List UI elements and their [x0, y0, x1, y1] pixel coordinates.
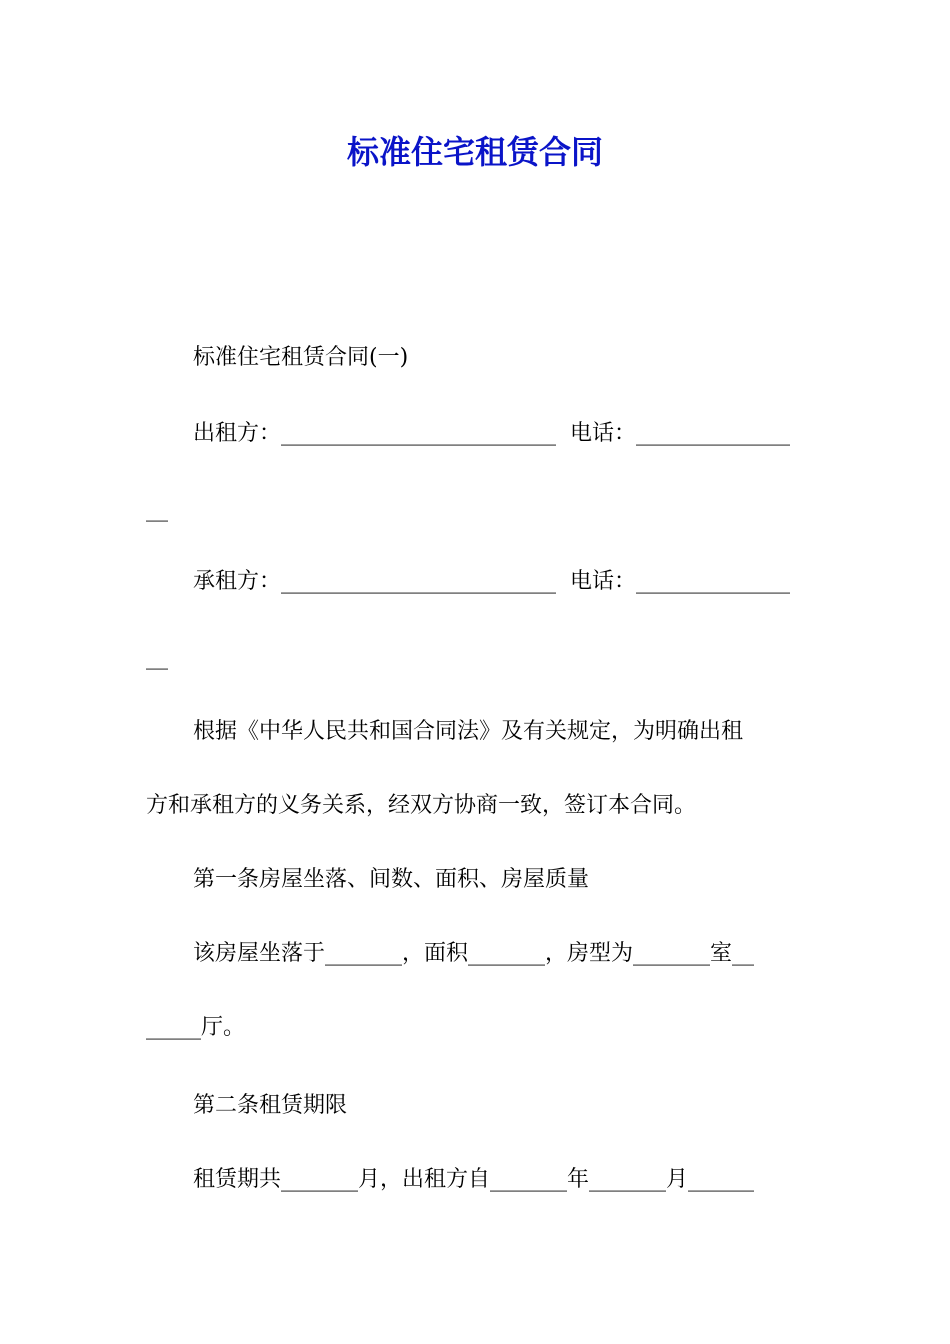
article-1-body-line-1: 该房屋坐落于_______，面积_______，房型为_______室__ — [193, 941, 755, 966]
article-2-body-line-1: 租赁期共_______月，出租方自_______年_______月______ — [193, 1167, 755, 1192]
lessee-line-continued: __ — [146, 645, 168, 670]
contract-subtitle: 标准住宅租赁合同(一) — [193, 345, 409, 370]
article-1-body-line-2: _____厅。 — [146, 1015, 246, 1040]
preamble-line-2: 方和承租方的义务关系，经双方协商一致，签订本合同。 — [146, 793, 697, 818]
lessor-line-continued: __ — [146, 497, 168, 522]
article-1-heading: 第一条房屋坐落、间数、面积、房屋质量 — [193, 867, 590, 892]
lessor-line: 出租方：_________________________ 电话：______________ — [193, 421, 790, 446]
lessee-line: 承租方：_________________________ 电话：______________ — [193, 569, 790, 594]
article-2-heading: 第二条租赁期限 — [193, 1093, 348, 1118]
preamble-line-1: 根据《中华人民共和国合同法》及有关规定，为明确出租 — [193, 719, 744, 744]
document-title: 标准住宅租赁合同 — [346, 133, 603, 171]
